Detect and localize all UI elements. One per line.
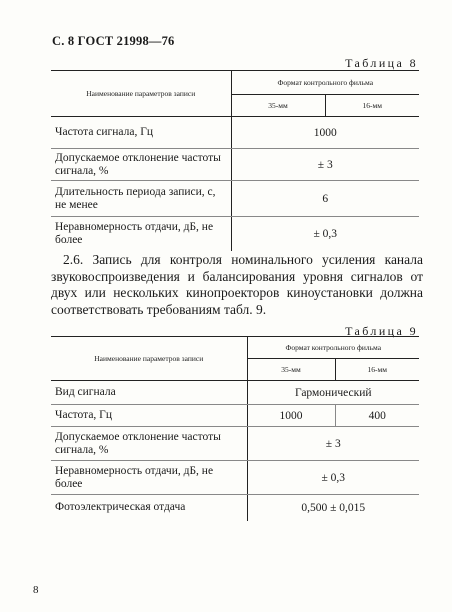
table-row (51, 461, 419, 495)
table8-row-value: ± 0,3 (313, 227, 338, 240)
table8-col-35mm: 35-мм (231, 95, 325, 117)
table8-row-value: 1000 (231, 117, 419, 149)
table8-row-name: Неравномерность отдачи, дБ, не более (51, 217, 231, 251)
table9-row-name: Вид сигнала (51, 381, 247, 405)
table9-row-value-16mm: 400 (335, 405, 419, 427)
table8-param-header: Наименование параметров записи (51, 71, 231, 117)
table9-row-name: Фотоэлектрическая отдача (51, 495, 247, 521)
table8-row-name: Допускаемое отклонение частоты сигнала, % (51, 149, 231, 181)
table8 (51, 70, 419, 251)
table8-row-name: Частота сигнала, Гц (51, 117, 231, 149)
table9 (51, 336, 419, 521)
table9-row-name: Допускаемое отклонение частоты сигнала, % (51, 427, 247, 461)
table9-row-value: ± 3 (247, 427, 419, 461)
table-row (51, 217, 419, 251)
page-number: 8 (33, 584, 39, 596)
table8-col-16mm: 16-мм (325, 95, 419, 117)
table8-row-value: ± 3 (231, 149, 419, 181)
table9-row-value: Гармонический (247, 381, 419, 405)
table9-col-35mm: 35-мм (247, 359, 335, 381)
paragraph-2-6: 2.6. Запись для контроля номинального усиления канала звуковоспроизведения и балансирования уровня сигналов от двух или нескольких кинопроекторов киноустановки должна соответствовать требованиям табл. 9. (51, 252, 423, 317)
table-row (51, 495, 419, 521)
table-row (51, 149, 419, 181)
table9-col-16mm: 16-мм (335, 359, 419, 381)
table-row (51, 117, 419, 149)
table9-row-name: Частота, Гц (51, 405, 247, 427)
table8-row-value: 6 (231, 181, 419, 217)
table9-row-value: ± 0,3 (247, 461, 419, 495)
table8-row-name: Длительность периода записи, с, не менее (51, 181, 231, 217)
table9-param-header: Наименование параметров записи (51, 337, 247, 381)
table9-caption: Таблица 9 (345, 324, 418, 338)
table-row (51, 427, 419, 461)
table9-row-value: 0,500 ± 0,015 (301, 501, 366, 514)
table-row (51, 381, 419, 405)
table8-format-header: Формат контрольного фильма (231, 71, 419, 95)
page-header: С. 8 ГОСТ 21998—76 (52, 34, 175, 48)
table8-caption: Таблица 8 (345, 56, 418, 70)
table9-row-name: Неравномерность отдачи, дБ, не более (51, 461, 247, 495)
table-row (51, 405, 419, 427)
table9-row-value-35mm: 1000 (247, 405, 335, 427)
table-row (51, 181, 419, 217)
table9-format-header: Формат контрольного фильма (247, 337, 419, 359)
